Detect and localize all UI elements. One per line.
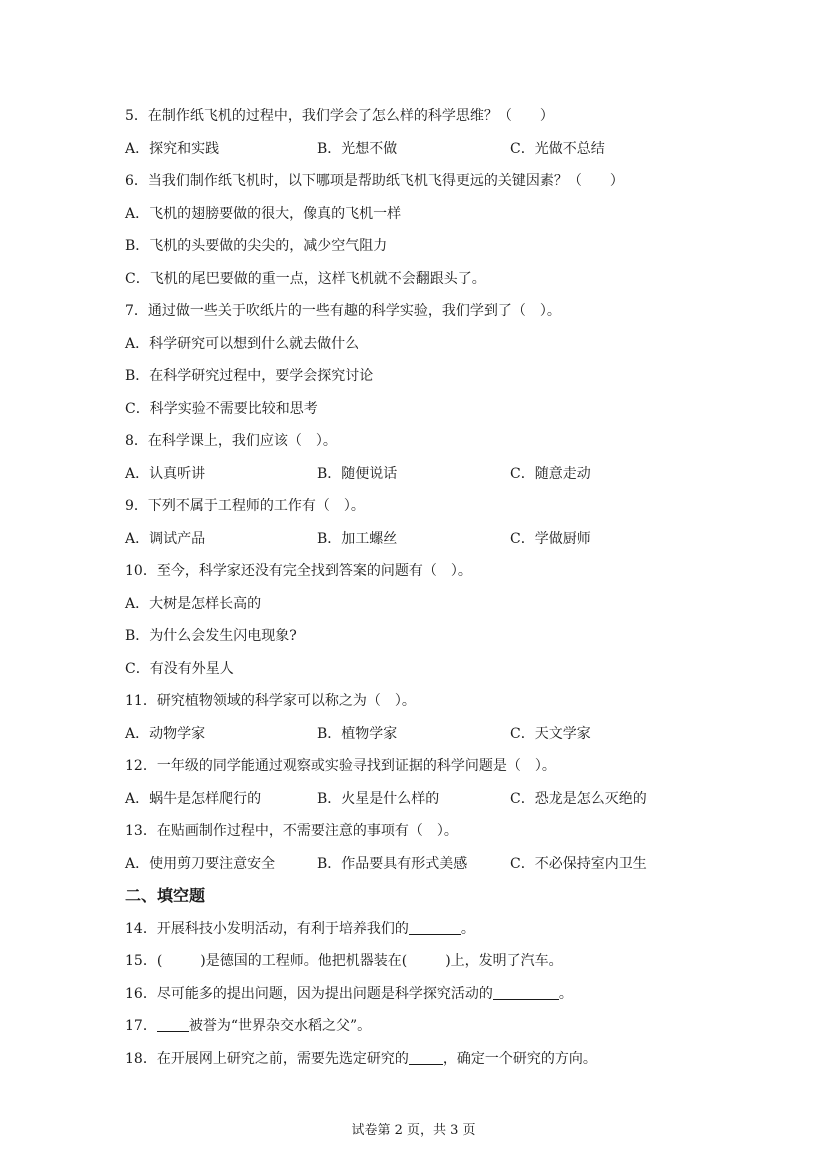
q9-option-a: A．调试产品 (125, 531, 206, 547)
q15-text-3: )上，发明了汽车。 (445, 953, 563, 969)
section-title-fill-blank: 二、填空题 (125, 886, 206, 905)
q12-option-a: A．蜗牛是怎样爬行的 (125, 791, 262, 807)
q6-option-b: B．飞机的头要做的尖尖的，减少空气阻力 (125, 238, 388, 254)
q6-option-a: A．飞机的翅膀要做的很大，像真的飞机一样 (125, 206, 402, 222)
q18-text: 18．在开展网上研究之前，需要先选定研究的 (125, 1051, 409, 1067)
answer-blank[interactable] (409, 920, 461, 935)
q5-option-b: B．光想不做 (317, 141, 398, 157)
q9-option-c: C．学做厨师 (510, 531, 591, 547)
q14-tail: 。 (460, 921, 475, 937)
question-7: 7．通过做一些关于吹纸片的一些有趣的科学实验，我们学到了（ ）。 (125, 303, 561, 319)
question-10: 10．至今，科学家还没有完全找到答案的问题有（ ）。 (125, 563, 472, 579)
page-footer: 试卷第 2 页，共 3 页 (351, 1123, 476, 1138)
q14-text: 14．开展科技小发明活动，有利于培养我们的 (125, 921, 409, 937)
q11-option-a: A．动物学家 (125, 726, 206, 742)
q8-option-b: B．随便说话 (317, 466, 398, 482)
answer-blank[interactable] (493, 985, 559, 1000)
q13-option-c: C．不必保持室内卫生 (510, 856, 647, 872)
q6-option-c: C．飞机的尾巴要做的重一点，这样飞机就不会翻跟头了。 (125, 271, 486, 287)
question-14 (125, 919, 475, 939)
q12-option-c: C．恐龙是怎么灭绝的 (510, 791, 647, 807)
q13-option-a: A．使用剪刀要注意安全 (125, 856, 276, 872)
question-9: 9．下列不属于工程师的工作有（ ）。 (125, 498, 365, 514)
question-15 (125, 951, 563, 971)
q15-text-1: 15．( (125, 953, 163, 969)
q17-text: 被誉为“世界杂交水稻之父”。 (188, 1018, 372, 1034)
q12-option-b: B．火星是什么样的 (317, 791, 440, 807)
question-8: 8．在科学课上，我们应该（ ）。 (125, 433, 337, 449)
q8-option-c: C．随意走动 (510, 466, 591, 482)
question-13: 13．在贴画制作过程中，不需要注意的事项有（ ）。 (125, 823, 458, 839)
answer-blank[interactable] (157, 1017, 189, 1032)
q16-tail: 。 (558, 986, 573, 1002)
q11-option-c: C．天文学家 (510, 726, 591, 742)
q5-option-a: A．探究和实践 (125, 141, 220, 157)
question-6: 6．当我们制作纸飞机时，以下哪项是帮助纸飞机飞得更远的关键因素？（ ） (125, 173, 624, 189)
answer-blank[interactable] (409, 1050, 443, 1065)
q7-option-c: C．科学实验不需要比较和思考 (125, 401, 318, 417)
q15-text-2: )是德国的工程师。他把机器装在( (200, 953, 408, 969)
q16-text: 16．尽可能多的提出问题，因为提出问题是科学探究活动的 (125, 986, 493, 1002)
question-17 (125, 1016, 371, 1036)
q7-option-a: A．科学研究可以想到什么就去做什么 (125, 336, 360, 352)
question-5: 5．在制作纸飞机的过程中，我们学会了怎么样的科学思维？（ ） (125, 108, 554, 124)
q18-tail: ，确定一个研究的方向。 (442, 1051, 597, 1067)
q9-option-b: B．加工螺丝 (317, 531, 398, 547)
q10-option-b: B．为什么会发生闪电现象? (125, 628, 297, 644)
q8-option-a: A．认真听讲 (125, 466, 206, 482)
q5-option-c: C．光做不总结 (510, 141, 605, 157)
q17-number: 17． (125, 1018, 157, 1034)
q11-option-b: B．植物学家 (317, 726, 398, 742)
question-12: 12．一年级的同学能通过观察或实验寻找到证据的科学问题是（ ）。 (125, 758, 556, 774)
q10-option-c: C．有没有外星人 (125, 661, 234, 677)
question-18 (125, 1049, 597, 1069)
q13-option-b: B．作品要具有形式美感 (317, 856, 468, 872)
q10-option-a: A．大树是怎样长高的 (125, 596, 262, 612)
question-16 (125, 984, 573, 1004)
question-11: 11．研究植物领域的科学家可以称之为（ ）。 (125, 693, 416, 709)
q7-option-b: B．在科学研究过程中，要学会探究讨论 (125, 368, 374, 384)
